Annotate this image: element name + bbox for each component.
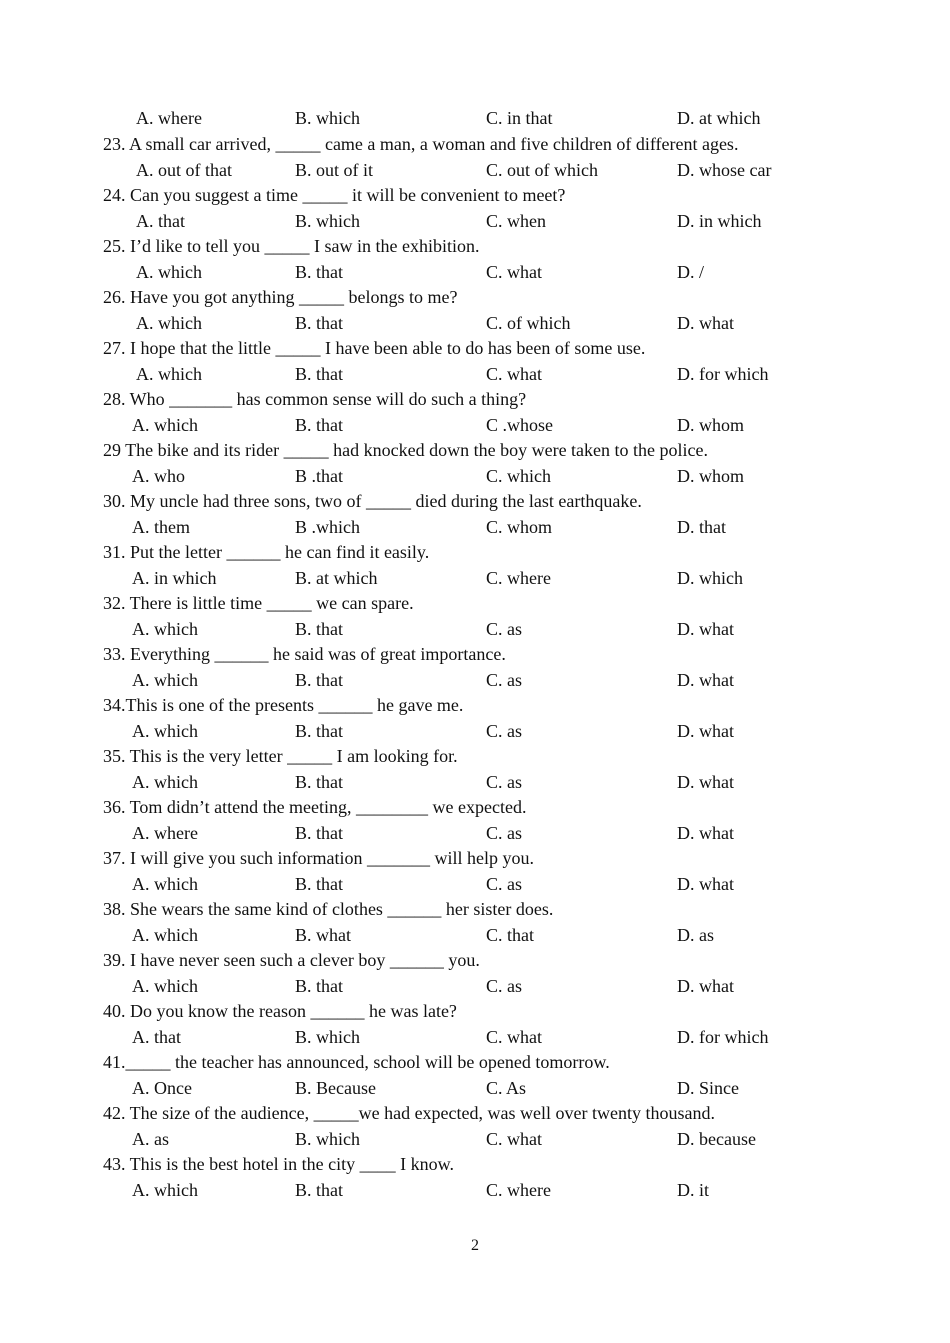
option-a: A. which <box>132 1179 198 1200</box>
question-stem: 26. Have you got anything _____ belongs to me? <box>103 287 458 307</box>
option-b: B. that <box>295 822 343 843</box>
option-a: A. where <box>132 822 198 843</box>
option-d: D. whose car <box>677 159 772 180</box>
option-c: C. out of which <box>486 159 598 180</box>
page-number: 2 <box>471 1237 479 1254</box>
option-b: B. that <box>295 873 343 894</box>
option-a: A. as <box>132 1128 169 1149</box>
option-d: D. what <box>677 873 734 894</box>
option-d: D. what <box>677 975 734 996</box>
option-c: C .whose <box>486 414 553 435</box>
option-d: D. what <box>677 669 734 690</box>
option-d: D. / <box>677 261 704 282</box>
question-stem: 40. Do you know the reason ______ he was late? <box>103 1001 457 1021</box>
option-c: C. as <box>486 771 522 792</box>
question-stem: 33. Everything ______ he said was of great importance. <box>103 644 506 664</box>
option-a: A. which <box>132 414 198 435</box>
option-b: B. that <box>295 618 343 639</box>
question-stem: 35. This is the very letter _____ I am looking for. <box>103 746 458 766</box>
option-a: A. out of that <box>136 159 232 180</box>
question-stem: 37. I will give you such information _______ will help you. <box>103 848 534 868</box>
option-a: A. which <box>136 312 202 333</box>
option-c: C. As <box>486 1077 527 1098</box>
option-b: B. that <box>295 720 343 741</box>
option-b: B. that <box>295 261 343 282</box>
option-d: D. at which <box>677 108 761 128</box>
option-c: C. which <box>486 465 551 486</box>
option-a: A. Once <box>132 1077 192 1098</box>
option-b: B. which <box>295 1026 360 1047</box>
option-a: A. which <box>136 261 202 282</box>
option-b: B. that <box>295 771 343 792</box>
option-c: C. as <box>486 669 522 690</box>
option-c: C. what <box>486 261 542 282</box>
option-d: D. in which <box>677 210 762 231</box>
option-c: C. what <box>486 363 542 384</box>
option-d: D. for which <box>677 1026 769 1047</box>
option-c: C. what <box>486 1026 542 1047</box>
option-d: D. which <box>677 567 743 588</box>
option-d: D. what <box>677 618 734 639</box>
question-stem: 42. The size of the audience, _____we had expected, was well over twenty thousand. <box>103 1103 715 1123</box>
option-c: C. where <box>486 567 551 588</box>
option-a: A. which <box>132 720 198 741</box>
question-stem: 31. Put the letter ______ he can find it easily. <box>103 542 430 562</box>
option-c: C. where <box>486 1179 551 1200</box>
option-a: A. which <box>132 924 198 945</box>
option-a: A. which <box>132 618 198 639</box>
option-b: B. that <box>295 312 343 333</box>
option-b: B. at which <box>295 567 378 588</box>
option-a: A. which <box>136 363 202 384</box>
option-b: B. that <box>295 669 343 690</box>
option-a: A. which <box>132 873 198 894</box>
option-d: D. because <box>677 1128 756 1149</box>
option-a: A. who <box>132 465 185 486</box>
option-b: B. that <box>295 363 343 384</box>
question-stem: 34.This is one of the presents ______ he gave me. <box>103 695 464 715</box>
option-c: C. as <box>486 720 522 741</box>
option-a: A. where <box>136 108 202 128</box>
option-c: C. of which <box>486 312 571 333</box>
option-d: D. whom <box>677 414 744 435</box>
option-b: B .which <box>295 516 360 537</box>
option-d: D. it <box>677 1179 710 1200</box>
question-stem: 29 The bike and its rider _____ had knocked down the boy were taken to the police. <box>103 440 709 460</box>
question-stem: 36. Tom didn’t attend the meeting, ________ we expected. <box>103 797 527 817</box>
question-stem: 28. Who _______ has common sense will do such a thing? <box>103 389 527 409</box>
option-c: C. as <box>486 822 522 843</box>
option-b: B. which <box>295 210 360 231</box>
option-b: B. which <box>295 1128 360 1149</box>
option-d: D. what <box>677 720 734 741</box>
option-c: C. as <box>486 975 522 996</box>
option-a: A. that <box>136 210 185 231</box>
option-d: D. whom <box>677 465 744 486</box>
option-c: C. as <box>486 873 522 894</box>
option-b: B. which <box>295 108 360 128</box>
option-b: B. that <box>295 1179 343 1200</box>
option-c: C. what <box>486 1128 542 1149</box>
option-c: C. when <box>486 210 546 231</box>
option-c: C. as <box>486 618 522 639</box>
option-a: A. which <box>132 975 198 996</box>
option-d: D. Since <box>677 1077 739 1098</box>
option-a: A. which <box>132 771 198 792</box>
question-stem: 25. I’d like to tell you _____ I saw in the exhibition. <box>103 236 480 256</box>
option-b: B. out of it <box>295 159 374 180</box>
question-stem: 23. A small car arrived, _____ came a man, a woman and five children of different ages. <box>103 134 739 154</box>
option-b: B. what <box>295 924 351 945</box>
option-b: B. that <box>295 414 343 435</box>
question-stem: 41._____ the teacher has announced, school will be opened tomorrow. <box>103 1052 610 1072</box>
question-stem: 43. This is the best hotel in the city ____ I know. <box>103 1154 454 1174</box>
option-d: D. that <box>677 516 726 537</box>
question-stem: 38. She wears the same kind of clothes ______ her sister does. <box>103 899 554 919</box>
option-a: A. them <box>132 516 190 537</box>
option-c: C. whom <box>486 516 553 537</box>
option-d: D. what <box>677 312 734 333</box>
option-c: C. in that <box>486 108 553 128</box>
option-a: A. which <box>132 669 198 690</box>
option-b: B. Because <box>295 1077 376 1098</box>
option-c: C. that <box>486 924 534 945</box>
option-a: A. that <box>132 1026 181 1047</box>
option-b: B .that <box>295 465 343 486</box>
question-stem: 30. My uncle had three sons, two of _____ died during the last earthquake. <box>103 491 642 511</box>
question-stem: 24. Can you suggest a time _____ it will be convenient to meet? <box>103 185 566 205</box>
option-b: B. that <box>295 975 343 996</box>
question-stem: 32. There is little time _____ we can spare. <box>103 593 414 613</box>
option-d: D. what <box>677 822 734 843</box>
option-d: D. for which <box>677 363 769 384</box>
option-d: D. what <box>677 771 734 792</box>
question-stem: 27. I hope that the little _____ I have been able to do has been of some use. <box>103 338 646 358</box>
question-stem: 39. I have never seen such a clever boy ______ you. <box>103 950 480 970</box>
option-d: D. as <box>677 924 714 945</box>
option-a: A. in which <box>132 567 217 588</box>
